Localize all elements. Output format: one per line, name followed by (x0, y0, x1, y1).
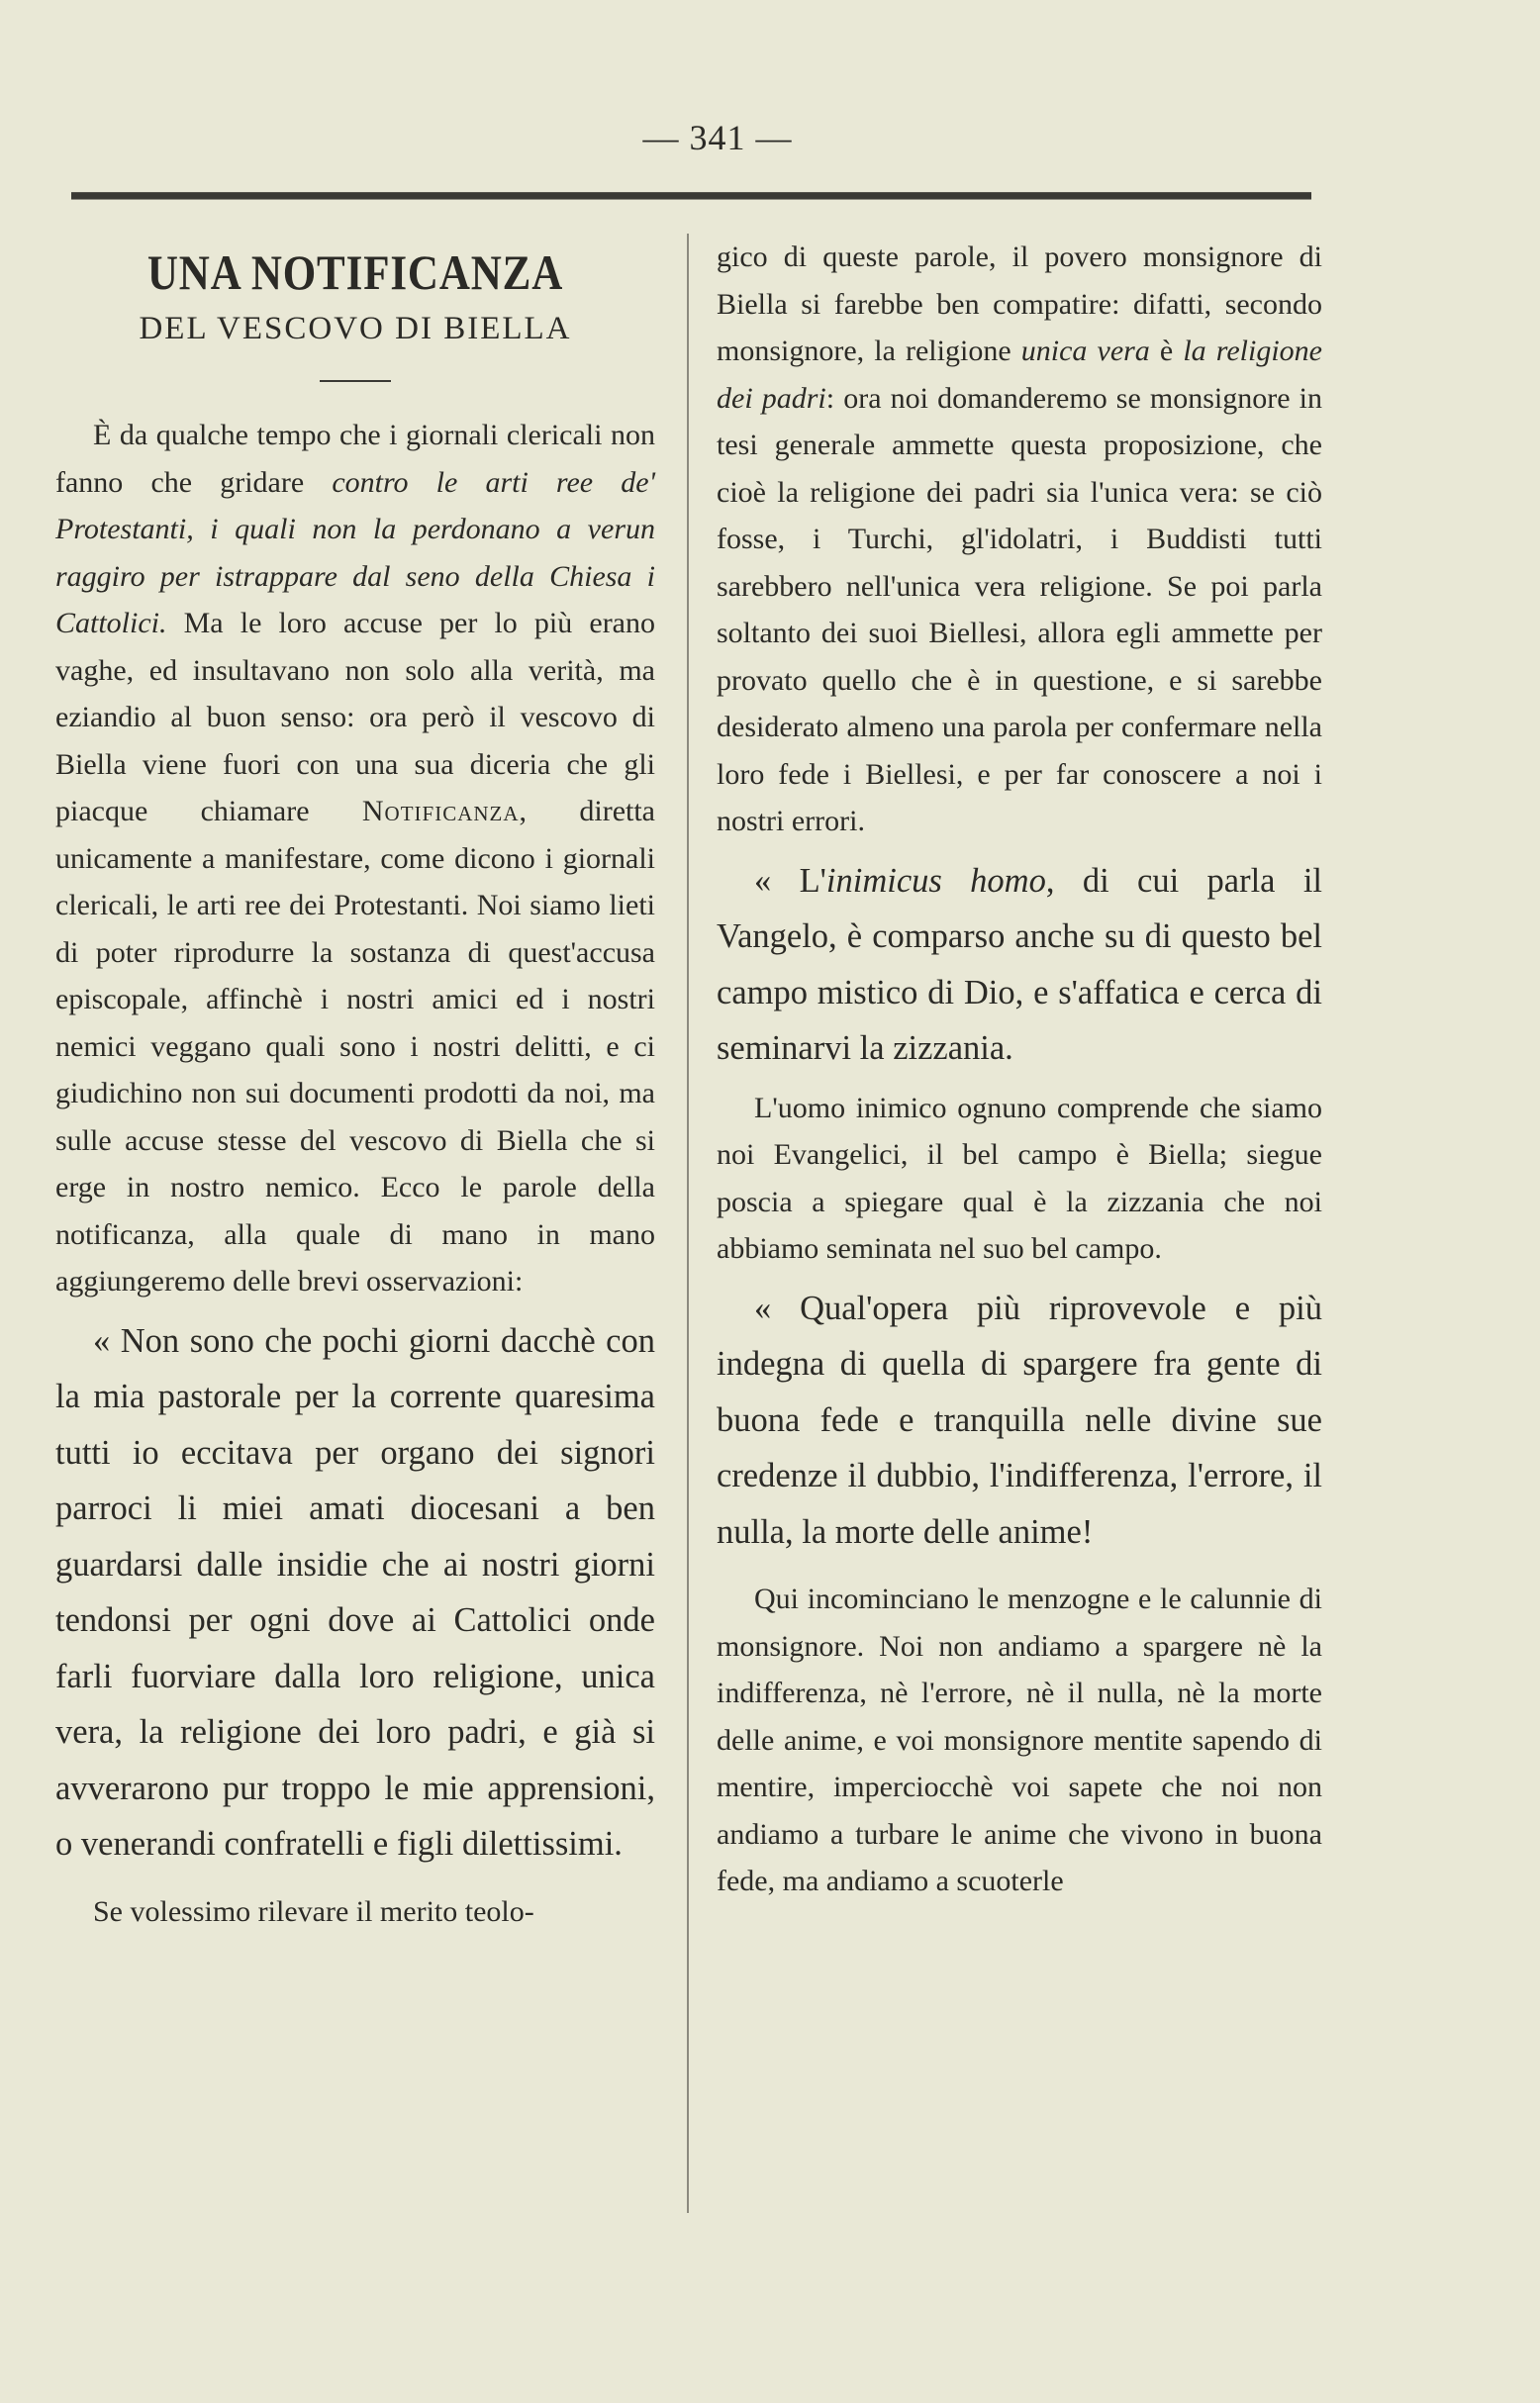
column-divider (687, 234, 689, 2213)
p2-text-e: : ora noi domanderemo se monsignore in tesi generale ammette questa proposizione, che cioè la religione dei padri sia l'unica vera: se ciò fosse, i Turchi, gl'idolatri, i Buddisti tutti sarebbero nell'unica vera religione. Se poi parla soltanto dei suoi Biellesi, allora egli ammette per provato quello che è in questione, e si sarebbe desiderato almeno una parola per confermare nella loro fede i Biellesi, e per far conoscere a noi i nostri errori. (717, 381, 1322, 837)
quote2-text-a: « L' (754, 861, 826, 900)
p2-italic-religione-padri: la religione dei padri (717, 335, 1322, 415)
paragraph-4: Qui incominciano le menzogne e le calunnie di monsignore. Noi non andiamo a spargere nè la indifferenza, nè l'errore, nè il nulla, nè la morte delle anime, e voi monsignore mentite sapendo di mentire, imperciocchè voi sapete che noi non andiamo a turbare le anime che vivono in buona fede, ma andiamo a scuoterle (717, 1583, 1322, 1897)
intro-text-e: , diretta unicamente a manifestare, come dicono i giornali clericali, le arti ree dei Protestanti. Noi siamo lieti di poter riprodurre la sostanza di quest'accusa episcopale, affinchè i nostri amici ed i nostri nemici veggano quali sono i nostri delitti, e ci giudichino non sui documenti prodotti da noi, ma sulle accuse stesse del vescovo di Biella che si erge in nostro nemico. Ecco le parole della notificanza, alla quale di mano in mano aggiungeremo delle brevi osservazioni: (55, 795, 655, 1298)
right-column (717, 234, 1322, 1905)
intro-paragraph (55, 412, 655, 1305)
title-divider (320, 380, 391, 382)
quote-paragraph-2 (717, 853, 1322, 1077)
intro-italic-quote: contro le arti ree de' Protestanti, i quali non la perdonano a verun raggiro per istrappare dal seno della Chiesa i Cattolici. (55, 465, 655, 639)
notificanza-smallcaps: Notificanza (361, 795, 520, 827)
quote-paragraph-1: « Non sono che pochi giorni dacchè con la mia pastorale per la corrente quaresima tutti io eccitava per organo dei signori parroci li miei amati diocesani a ben guardarsi dalle insidie che ai nostri giorni tendonsi per ogni dove ai Cattolici onde farli fuorviare dalla loro religione, unica vera, la religione dei loro padri, e già si avverarono pur troppo le mie apprensioni, o venerandi confratelli e figli dilettissimi. (55, 1321, 655, 1863)
p2-italic-unica-vera: unica vera (1020, 335, 1150, 367)
intro-text-c: Ma le loro accuse per lo più erano vaghe, ed insultavano non solo alla verità, ma eziandio al buon senso: ora però il vescovo di Biella viene fuori con una sua diceria che gli piacque chiamare (55, 607, 655, 827)
quote2-italic-inimicus-homo: inimicus homo (825, 861, 1046, 900)
left-column (55, 234, 655, 1935)
paragraph-2-continued (717, 234, 1322, 845)
quote-paragraph-3: « Qual'opera più riprovevole e più indegna di quella di spargere fra gente di buona fede e tranquilla nelle divine sue credenze il dubbio, l'indifferenza, l'errore, il nulla, la morte delle anime! (717, 1289, 1322, 1551)
p2-text-a: gico di queste parole, il povero monsignore di Biella si farebbe ben compatire: difatti, secondo monsignore, la religione (717, 240, 1322, 367)
article-subtitle: DEL VESCOVO DI BIELLA (139, 311, 572, 346)
intro-text-a: È da qualche tempo che i giornali clericali non fanno che gridare (55, 419, 655, 499)
header-rule (71, 192, 1311, 200)
article-title: UNA NOTIFICANZA (146, 244, 564, 300)
paragraph-2-start: Se volessimo rilevare il merito teolo- (93, 1894, 534, 1928)
paragraph-3: L'uomo inimico ognuno comprende che siamo noi Evangelici, il bel campo è Biella; siegue poscia a spiegare qual è la zizzania che noi abbiamo seminata nel suo bel campo. (717, 1091, 1322, 1265)
page-number: — 341 — (642, 118, 793, 157)
p2-text-c: è (1149, 335, 1184, 367)
quote2-text-c: , di cui parla il Vangelo, è comparso anche su di questo bel campo mistico di Dio, e s'affatica e cerca di seminarvi la zizzania. (717, 861, 1322, 1067)
